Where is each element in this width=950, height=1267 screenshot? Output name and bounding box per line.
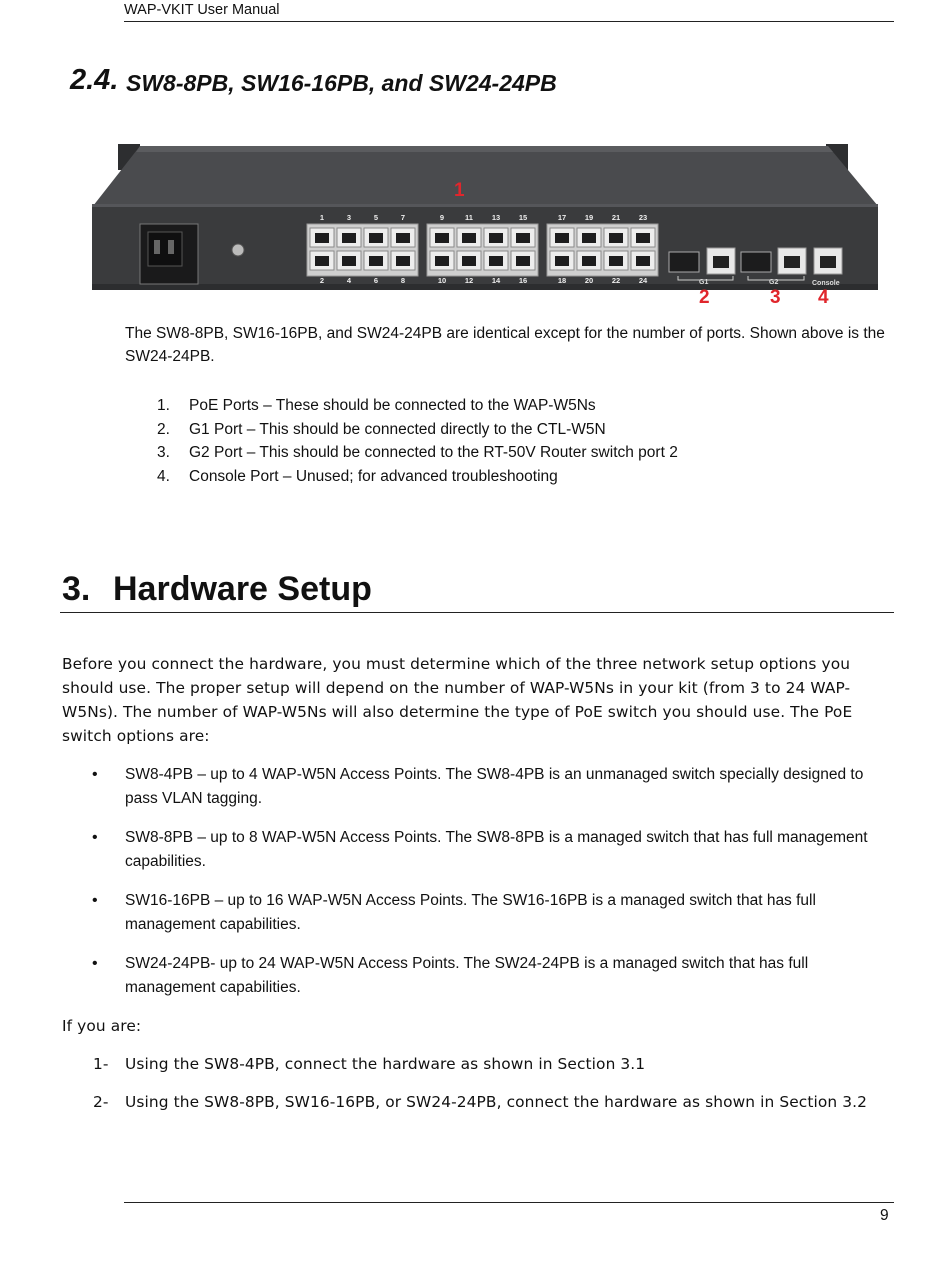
port-label-bottom: 2: [319, 276, 325, 285]
port-label-top: 3: [346, 213, 352, 222]
bullet-icon: •: [92, 766, 98, 783]
list-number: 3.: [157, 444, 170, 461]
port-label-top: 7: [400, 213, 406, 222]
port-label-bottom: 8: [400, 276, 406, 285]
port-label-bottom: 14: [491, 276, 501, 285]
if-you-are-text: If you are:: [62, 1017, 142, 1035]
port-label-top: 5: [373, 213, 379, 222]
port-label-bottom: 6: [373, 276, 379, 285]
section-title: SW8-8PB, SW16-16PB, and SW24-24PB: [126, 70, 557, 96]
callout-2: 2: [699, 287, 710, 308]
step-item: [93, 1090, 885, 1114]
list-item: [125, 441, 885, 465]
bullet-icon: •: [92, 892, 98, 909]
port-label-top: 23: [638, 213, 648, 222]
list-item: [125, 394, 885, 418]
step-item: [93, 1052, 885, 1076]
callout-3: 3: [770, 287, 781, 308]
poe-port-blocks: [307, 213, 658, 285]
port-label-bottom: 12: [464, 276, 474, 285]
step-text: Using the SW8-8PB, SW16-16PB, or SW24-24PB, connect the hardware as shown in Section 3.2: [125, 1093, 867, 1111]
port-label-bottom: 16: [518, 276, 528, 285]
bullet-icon: •: [92, 955, 98, 972]
switch-option-item: [92, 826, 895, 874]
port-label-bottom: 22: [611, 276, 621, 285]
port-label-bottom: 20: [584, 276, 594, 285]
switch-option-text: SW8-4PB – up to 4 WAP-W5N Access Points. The SW8-4PB is an unmanaged switch specially designed to pass VLAN tagging.: [125, 766, 864, 807]
port-label-top: 11: [465, 213, 473, 222]
step-text: Using the SW8-4PB, connect the hardware as shown in Section 3.1: [125, 1055, 646, 1073]
page-number: 9: [880, 1207, 889, 1224]
port-label-bottom: 4: [346, 276, 352, 285]
port-label-top: 21: [611, 213, 621, 222]
list-text: G2 Port – This should be connected to the RT-50V Router switch port 2: [189, 444, 678, 461]
chapter-rule: [60, 612, 894, 613]
setup-paragraph: Before you connect the hardware, you must determine which of the three network setup options you should use. The proper setup will depend on the number of WAP-W5Ns in your kit (from 3 to 24 WAP-W5Ns). The number of WAP-W5Ns will also determine the type of PoE switch you should use. The PoE switch options are:: [62, 655, 853, 745]
list-text: Console Port – Unused; for advanced troubleshooting: [189, 467, 558, 485]
uplink-label-g1: G1: [699, 279, 709, 286]
switch-option-text: SW16-16PB – up to 16 WAP-W5N Access Points. The SW16-16PB is a managed switch that has full management capabilities.: [125, 892, 816, 933]
port-label-top: 15: [518, 213, 528, 222]
list-text: PoE Ports – These should be connected to the WAP-W5Ns: [189, 397, 596, 414]
port-label-top: 13: [491, 213, 501, 222]
callout-4: 4: [818, 287, 829, 308]
running-header: WAP-VKIT User Manual: [124, 2, 280, 18]
chapter-title: Hardware Setup: [113, 570, 372, 608]
chapter-number: 3.: [62, 570, 91, 608]
list-number: 1.: [157, 397, 170, 414]
switch-option-item: [92, 952, 895, 1000]
port-label-bottom: 18: [557, 276, 567, 285]
list-item: [125, 465, 885, 489]
intro-paragraph: The SW8-8PB, SW16-16PB, and SW24-24PB are identical except for the number of ports. Shown above is the SW24-24PB.: [125, 325, 885, 365]
list-number: 2.: [157, 420, 170, 438]
port-label-top: 19: [584, 213, 594, 222]
port-label-bottom: 10: [437, 276, 447, 285]
list-text: G1 Port – This should be connected directly to the CTL-W5N: [189, 420, 606, 438]
step-number: 1-: [93, 1055, 109, 1073]
section-number: 2.4.: [70, 64, 119, 96]
switch-option-text: SW24-24PB- up to 24 WAP-W5N Access Points. The SW24-24PB is a managed switch that has full management capabilities.: [125, 955, 809, 996]
switch-option-item: [92, 763, 895, 811]
bullet-icon: •: [92, 829, 98, 846]
switch-option-text: SW8-8PB – up to 8 WAP-W5N Access Points. The SW8-8PB is a managed switch that has full management capabilities.: [125, 829, 868, 870]
switch-option-item: [92, 889, 895, 937]
callout-1: 1: [454, 180, 465, 201]
port-label-top: 9: [439, 213, 445, 222]
header-rule: [124, 21, 894, 22]
list-item: [125, 418, 885, 442]
port-list: [125, 394, 885, 488]
switch-rear-panel-image: [88, 138, 883, 310]
port-label-bottom: 24: [638, 276, 648, 285]
footer-rule: [124, 1202, 894, 1203]
uplink-label-g2: G2: [769, 279, 779, 286]
list-number: 4.: [157, 467, 170, 485]
port-label-top: 17: [557, 213, 567, 222]
port-label-top: 1: [319, 213, 325, 222]
uplink-label-console: Console: [812, 280, 840, 287]
step-number: 2-: [93, 1093, 109, 1111]
